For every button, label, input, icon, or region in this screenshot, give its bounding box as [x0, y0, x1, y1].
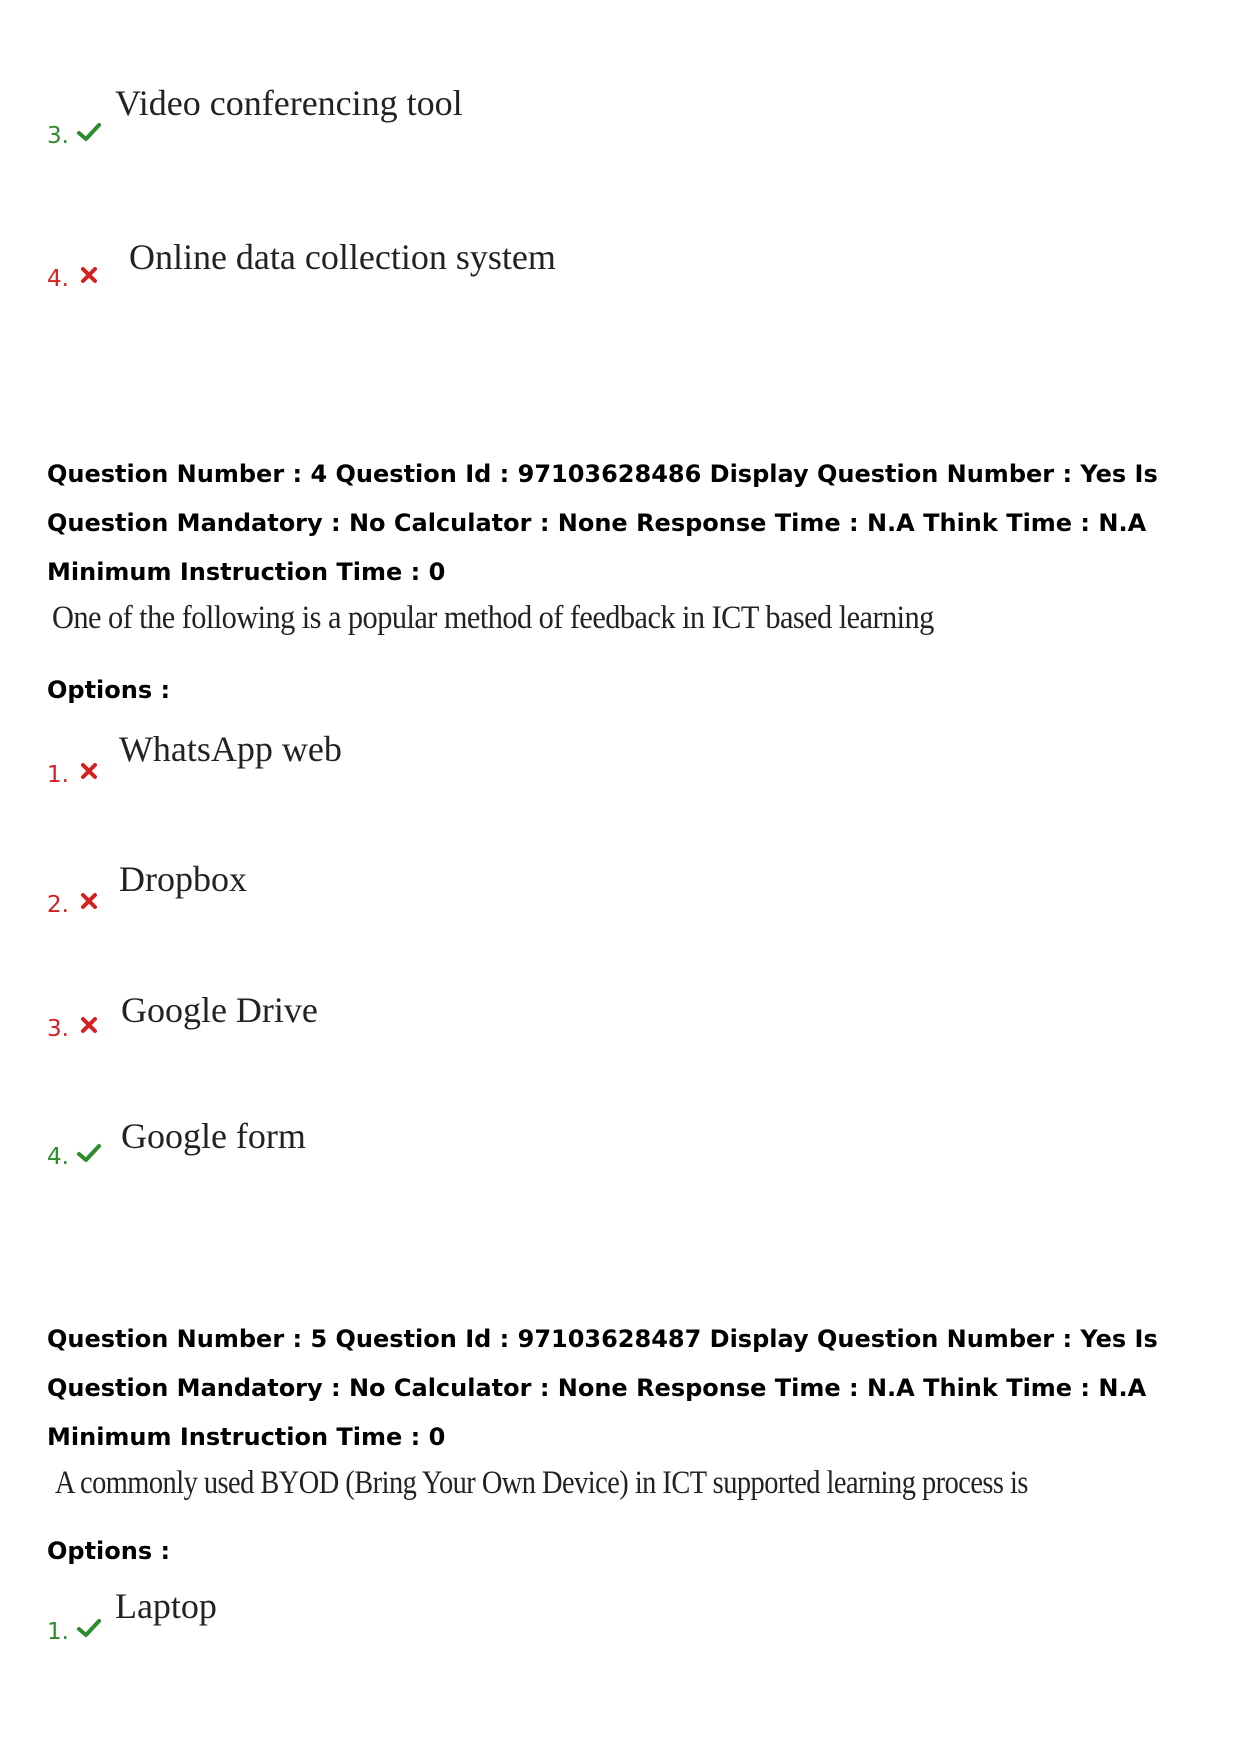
option-number: 4.	[47, 1144, 69, 1170]
question-meta: Question Number : 5 Question Id : 97103628487 Display Question Number : Yes Is Question Mandatory : No Calculator : None Response Time : N.A Think Time : N.A Minimum Instruction Time : 0	[47, 1325, 1158, 1451]
option-row	[47, 237, 556, 292]
option-row	[47, 859, 247, 918]
options-label: Options :	[47, 676, 171, 704]
option-number: 1.	[47, 762, 69, 788]
option-number: 2.	[47, 892, 69, 918]
option-text: Dropbox	[118, 859, 247, 899]
option-text: WhatsApp web	[118, 729, 342, 769]
question-text: A commonly used BYOD (Bring Your Own Device) in ICT supported learning process is	[55, 1465, 1028, 1501]
check-icon	[77, 1616, 101, 1640]
options-label: Options :	[47, 1537, 171, 1565]
option-row	[47, 1586, 217, 1645]
option-number: 3.	[47, 1016, 69, 1042]
check-icon	[77, 120, 101, 144]
option-row	[47, 1116, 306, 1170]
option-number: 4.	[47, 266, 69, 292]
question-text: One of the following is a popular method of feedback in ICT based learning	[52, 600, 934, 636]
option-row	[47, 990, 318, 1042]
option-text: Laptop	[114, 1586, 217, 1626]
option-text: Google Drive	[120, 990, 318, 1030]
option-row	[47, 729, 342, 788]
option-text: Video conferencing tool	[114, 83, 463, 123]
option-text: Google form	[120, 1116, 306, 1156]
check-icon	[77, 1141, 101, 1165]
cross-icon	[77, 759, 101, 783]
option-row	[47, 83, 463, 149]
option-number: 1.	[47, 1619, 69, 1645]
option-number: 3.	[47, 123, 69, 149]
question-meta: Question Number : 4 Question Id : 97103628486 Display Question Number : Yes Is Question Mandatory : No Calculator : None Response Time : N.A Think Time : N.A Minimum Instruction Time : 0	[47, 460, 1158, 586]
cross-icon	[77, 889, 101, 913]
cross-icon	[77, 263, 101, 287]
cross-icon	[77, 1013, 101, 1037]
option-text: Online data collection system	[128, 237, 556, 277]
